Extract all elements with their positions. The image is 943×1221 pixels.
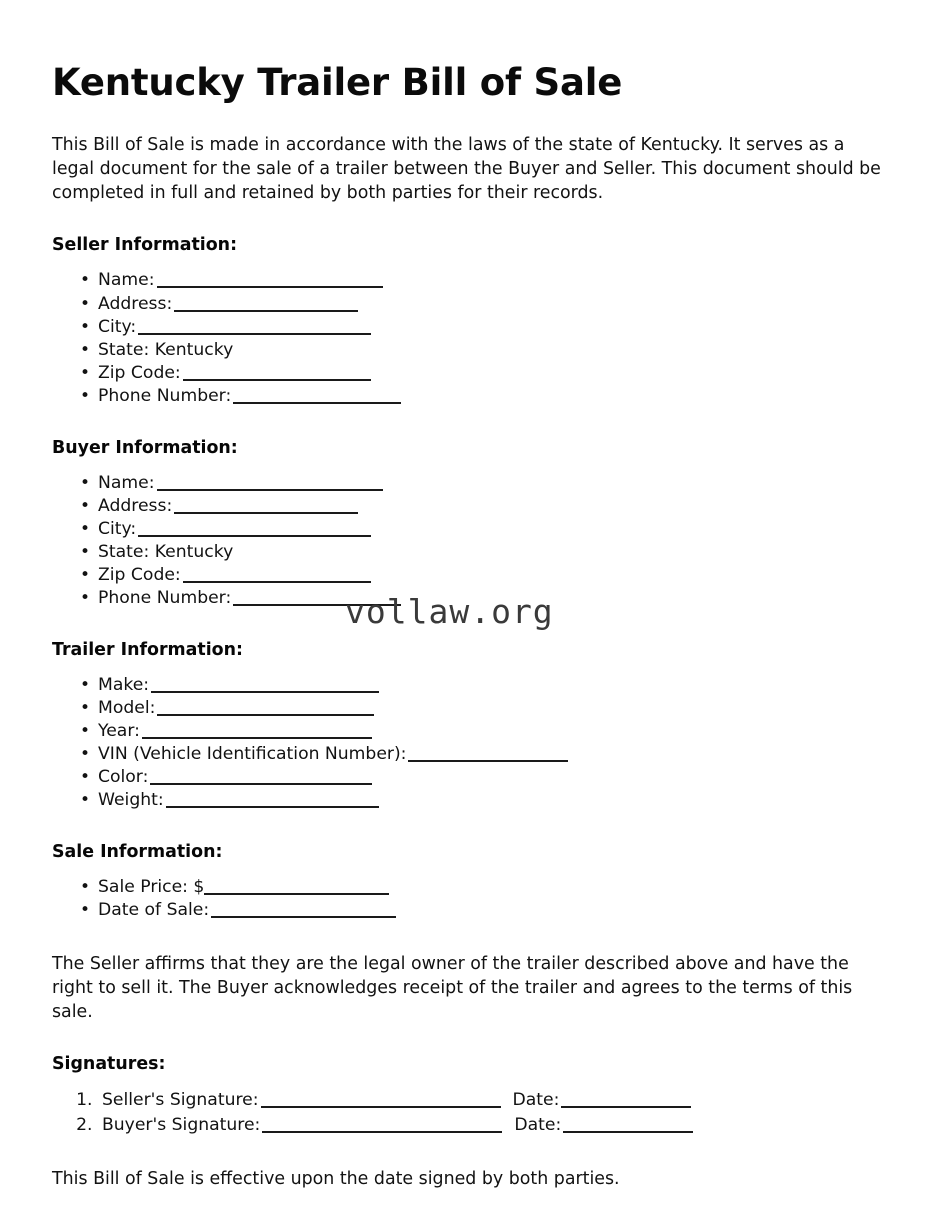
- intro-paragraph: This Bill of Sale is made in accordance with the laws of the state of Kentucky. It serves as a legal document for the sale of a trailer between the Buyer and Seller. This document should be completed in full and retained by both parties for their records.: [52, 135, 881, 204]
- field-label: Sale Price: $: [98, 877, 205, 898]
- signature-blank-line[interactable]: [261, 1106, 501, 1108]
- affirmation-paragraph: The Seller affirms that they are the legal owner of the trailer described above and have the right to sell it. The Buyer acknowledges receipt of the trailer and agrees to the terms of this sale.: [52, 954, 853, 1023]
- sale-field-list: [52, 876, 891, 922]
- signature-label: Buyer's Signature:: [102, 1114, 261, 1135]
- field-seller-address: [98, 293, 891, 316]
- field-value: Kentucky: [154, 541, 234, 562]
- field-blank-line[interactable]: [142, 737, 372, 739]
- field-blank-line[interactable]: [183, 379, 371, 381]
- field-seller-state: [98, 339, 891, 362]
- field-seller-name: [98, 269, 891, 292]
- field-label: Zip Code:: [98, 564, 181, 585]
- date-label: Date:: [514, 1114, 562, 1135]
- field-label: Color:: [98, 767, 149, 788]
- field-label: Address:: [98, 293, 173, 314]
- date-blank-line[interactable]: [561, 1106, 691, 1108]
- signatures-section-heading: Signatures:: [52, 1054, 166, 1075]
- field-date-of-sale: [98, 899, 891, 922]
- field-buyer-name: [98, 472, 891, 495]
- field-buyer-state: [98, 541, 891, 564]
- field-label: State:: [98, 541, 150, 562]
- field-label: Address:: [98, 495, 173, 516]
- trailer-section-heading: Trailer Information:: [52, 640, 243, 661]
- field-trailer-model: [98, 697, 891, 720]
- field-label: Model:: [98, 698, 156, 719]
- field-buyer-city: [98, 518, 891, 541]
- watermark-vollaw: vollaw.org: [345, 592, 554, 631]
- field-trailer-year: [98, 720, 891, 743]
- seller-section-heading: Seller Information:: [52, 235, 238, 256]
- field-blank-line[interactable]: [138, 333, 371, 335]
- field-label: Weight:: [98, 790, 164, 811]
- field-seller-zip: [98, 362, 891, 385]
- field-trailer-make: [98, 674, 891, 697]
- field-label: Phone Number:: [98, 385, 232, 406]
- buyer-section-heading: Buyer Information:: [52, 437, 238, 458]
- field-buyer-address: [98, 495, 891, 518]
- signature-list: [52, 1088, 891, 1137]
- field-sale-price: [98, 876, 891, 899]
- field-blank-line[interactable]: [211, 916, 396, 918]
- buyer-field-list: [52, 472, 891, 610]
- field-buyer-phone: [98, 587, 891, 610]
- seller-field-list: [52, 269, 891, 407]
- field-blank-line[interactable]: [174, 512, 358, 514]
- field-label: Zip Code:: [98, 362, 181, 383]
- sale-section-heading: Sale Information:: [52, 842, 223, 863]
- date-blank-line[interactable]: [563, 1131, 693, 1133]
- field-label: Date of Sale:: [98, 900, 210, 921]
- field-label: City:: [98, 518, 137, 539]
- field-label: State:: [98, 339, 150, 360]
- field-blank-line[interactable]: [183, 581, 371, 583]
- field-blank-line[interactable]: [233, 604, 401, 606]
- field-label: City:: [98, 316, 137, 337]
- field-label: Make:: [98, 675, 150, 696]
- field-blank-line[interactable]: [233, 402, 401, 404]
- field-blank-line[interactable]: [150, 783, 372, 785]
- field-label: VIN (Vehicle Identification Number):: [98, 744, 407, 765]
- field-value: Kentucky: [154, 339, 234, 360]
- field-trailer-color: [98, 766, 891, 789]
- field-buyer-zip: [98, 564, 891, 587]
- field-blank-line[interactable]: [157, 286, 383, 288]
- field-blank-line[interactable]: [151, 691, 379, 693]
- trailer-field-list: [52, 674, 891, 812]
- signature-row-buyer: [98, 1113, 891, 1137]
- field-seller-city: [98, 316, 891, 339]
- signature-row-seller: [98, 1088, 891, 1112]
- field-label: Year:: [98, 721, 140, 742]
- field-blank-line[interactable]: [166, 806, 379, 808]
- field-blank-line[interactable]: [204, 893, 389, 895]
- page-title: Kentucky Trailer Bill of Sale: [52, 61, 623, 104]
- field-label: Name:: [98, 270, 155, 291]
- signature-blank-line[interactable]: [262, 1131, 502, 1133]
- field-blank-line[interactable]: [174, 310, 358, 312]
- field-blank-line[interactable]: [408, 760, 568, 762]
- field-blank-line[interactable]: [157, 489, 383, 491]
- signature-label: Seller's Signature:: [102, 1090, 259, 1111]
- field-trailer-weight: [98, 789, 891, 812]
- field-label: Phone Number:: [98, 588, 232, 608]
- field-trailer-vin: [98, 743, 891, 766]
- field-blank-line[interactable]: [138, 535, 371, 537]
- field-label: Name:: [98, 472, 155, 493]
- field-seller-phone: [98, 385, 891, 408]
- date-label: Date:: [512, 1090, 560, 1111]
- field-blank-line[interactable]: [157, 714, 374, 716]
- closing-paragraph: This Bill of Sale is effective upon the date signed by both parties.: [52, 1169, 620, 1190]
